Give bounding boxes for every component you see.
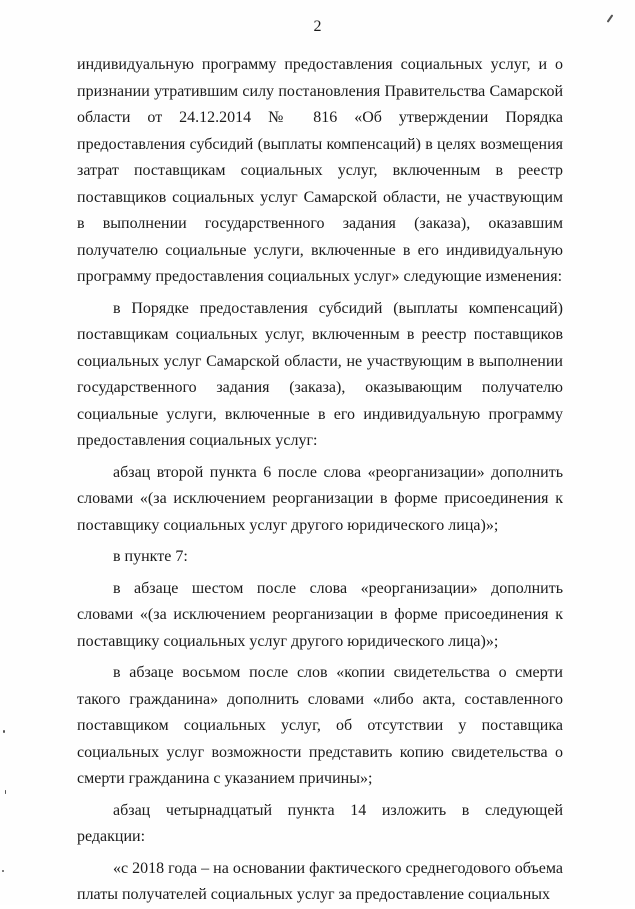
paragraph-clause-7-heading: в пункте 7: — [113, 548, 188, 565]
scan-artifact-left-edge-2 — [5, 790, 6, 794]
scan-artifact-left-edge-3 — [2, 870, 4, 872]
paragraph-intro-continuation: индивидуальную программу предоставления социальных услуг, и о признании утратившим силу постановления Правительства Самарской области от 24.12.2014 № 816 «Об утверждении Порядка предоставления субсидий (выплаты компенсаций) в целях возмещения затрат поставщикам социальных услуг, включенным в реестр поставщиков социальных услуг Самарской области, не участвующим в выполнении государственного задания (заказа), оказавшим получателю социальные услуги, включенные в его индивидуальную программу предоставления социальных услуг» следующие изменения: — [77, 56, 563, 285]
paragraph-clause-7-eighth-amendment: в абзаце восьмом после слов «копии свидетельства о смерти такого гражданина» дополнить словами «либо акта, составленного поставщиком социальных услуг, об отсутствии у поставщика социальных услуг возможности представить копию свидетельства о смерти гражданина с указанием причины»; — [77, 664, 563, 787]
paragraph-procedure-heading: в Порядке предоставления субсидий (выплаты компенсаций) поставщикам социальных услуг, включенным в реестр поставщиков социальных услуг Самарской области, не участвующим в выполнении государственного задания (заказа), оказывающим получателю социальные услуги, включенные в его индивидуальную программу предоставления социальных услуг: — [77, 299, 563, 449]
paragraph-clause-6-amendment: абзац второй пункта 6 после слова «реорганизации» дополнить словами «(за исключением реорганизации в форме присоединения к поставщику социальных услуг другого юридического лица)»; — [77, 463, 563, 534]
paragraph-clause-7-sixth-amendment: в абзаце шестом после слова «реорганизации» дополнить словами «(за исключением реорганизации в форме присоединения к поставщику социальных услуг другого юридического лица)»; — [77, 579, 563, 650]
paragraph-clause-14-new-text: «с 2018 года – на основании фактического среднегодового объема платы получателей социальных услуг за предоставление социальных — [77, 859, 563, 903]
page-number: 2 — [313, 18, 322, 35]
document-body — [77, 52, 563, 909]
scan-artifact-left-edge — [3, 730, 5, 733]
paragraph-clause-14-heading: абзац четырнадцатый пункта 14 изложить в следующей редакции: — [77, 801, 563, 845]
